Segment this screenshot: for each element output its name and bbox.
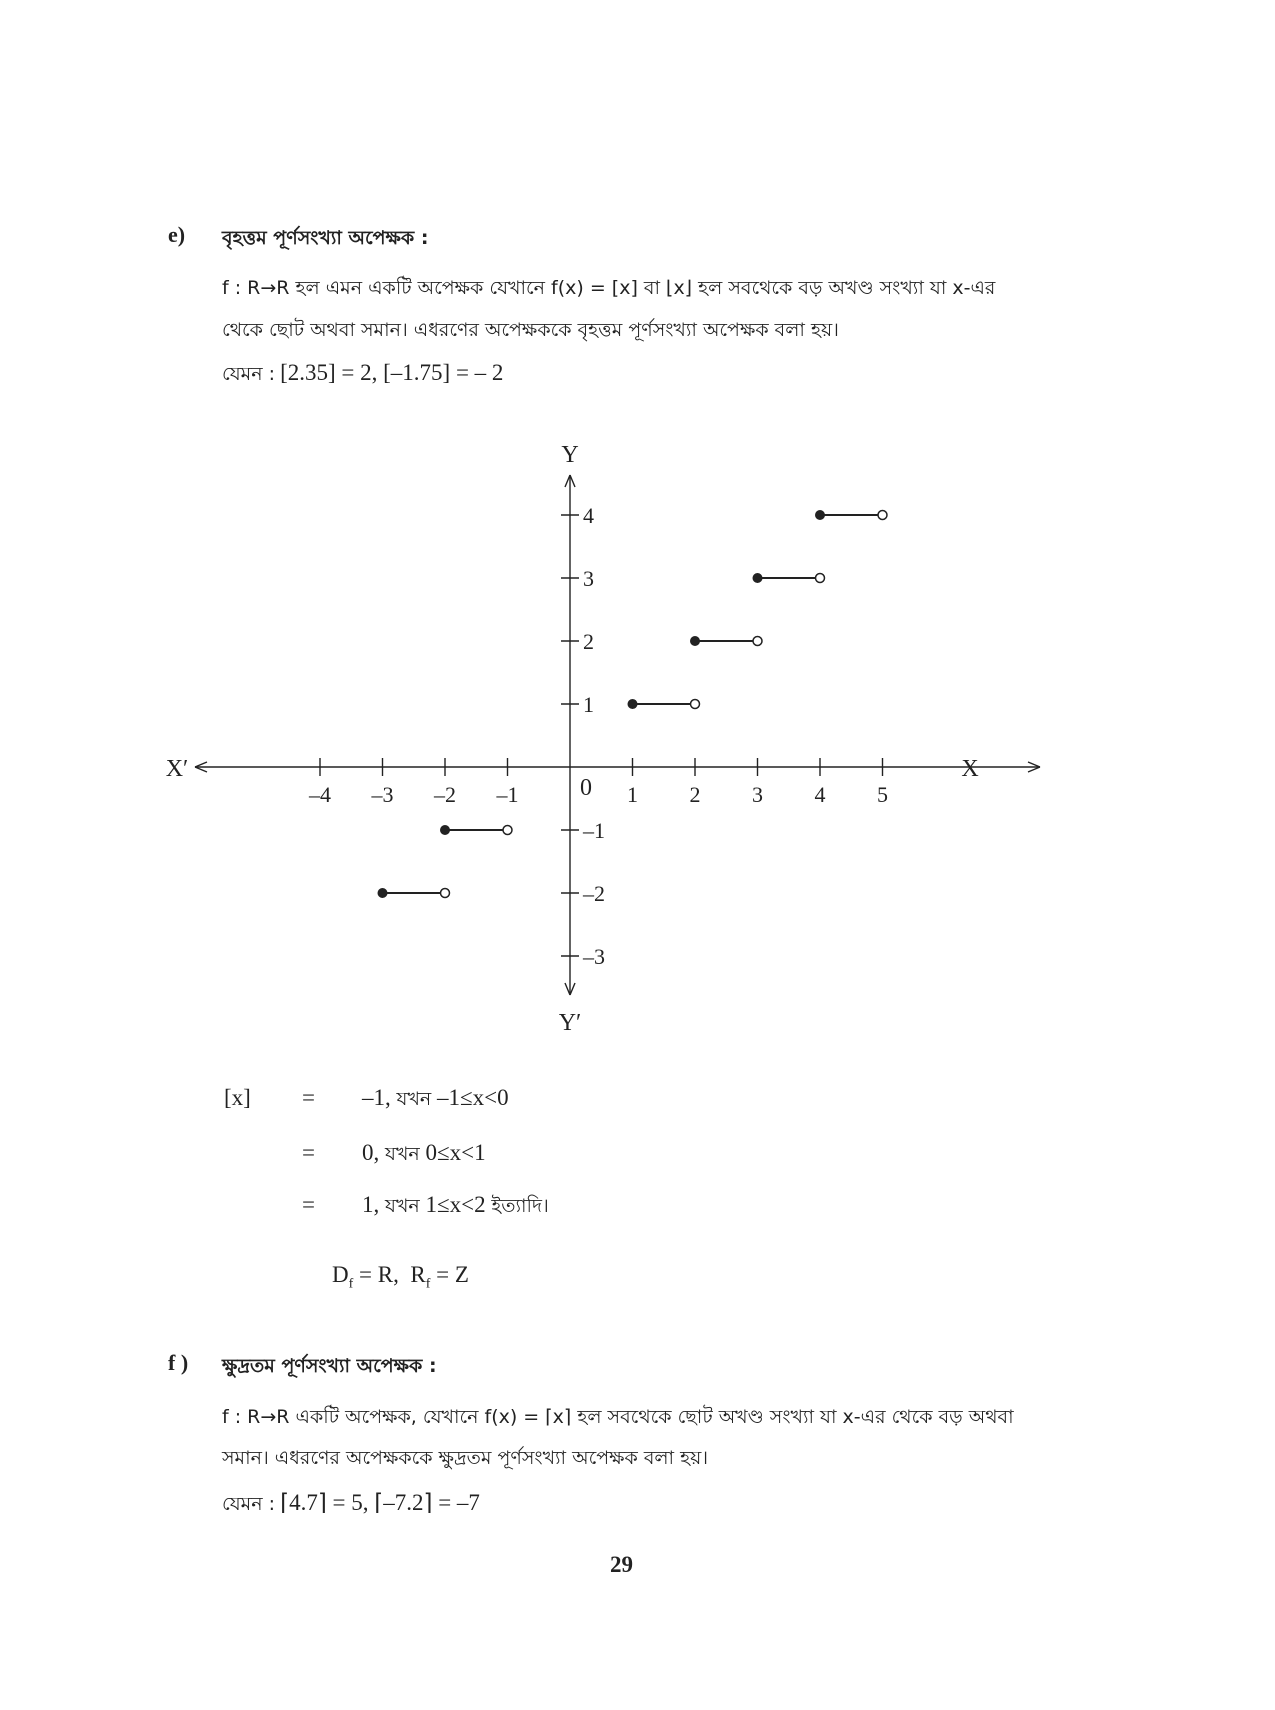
open-endpoint [503,826,512,835]
open-endpoint [816,574,825,583]
x-tick-label: 1 [627,782,638,807]
y-tick-label: 1 [583,692,594,717]
closed-endpoint [440,825,450,835]
domain-subscript: f [348,1276,354,1292]
range-value: = Z [436,1262,469,1287]
case-when: যখন [385,1195,420,1217]
range-symbol: R [410,1262,426,1287]
closed-endpoint [753,573,763,583]
y-tick-label: –1 [583,818,605,843]
case-equals: = [302,1140,315,1165]
example-label-f: যেমন : [222,1493,275,1515]
x-tick-label: –4 [309,782,331,807]
case-suffix: ইত্যাদি। [491,1195,549,1217]
closed-endpoint [690,636,700,646]
x-tick-label: 3 [752,782,763,807]
case-condition: –1≤x<0 [437,1085,509,1110]
case-row [362,1192,549,1224]
closed-endpoint [378,888,388,898]
axes [195,475,1040,995]
example-math-f: ⌈4.7⌉ = 5, ⌈–7.2⌉ = –7 [280,1490,480,1515]
case-row [362,1140,486,1172]
page-number: 29 [610,1552,633,1577]
floor-function-graph [160,430,1080,1040]
case-equals: = [302,1085,315,1110]
domain-value: = R, [359,1262,399,1287]
section-e-definition-line1: f : R→R হল এমন একটি অপেক্ষক যেখানে f(x) = [x] বা ⌊x⌋ হল সবথেকে বড় অখণ্ড সংখ্যা যা x-এর [222,277,996,299]
case-value: 0, [362,1140,380,1165]
section-f-definition-line2: সমান। এধরণের অপেক্ষককে ক্ষুদ্রতম পূর্ণসংখ্যা অপেক্ষক বলা হয়। [222,1447,709,1469]
y-tick-label: 2 [583,629,594,654]
section-e-marker: e) [168,222,186,247]
y-tick-label: –2 [583,881,605,906]
open-endpoint [691,700,700,709]
section-f-example [222,1490,480,1522]
case-equals: = [302,1192,315,1217]
x-axis-label: X [961,756,979,782]
case-value: 1, [362,1192,380,1217]
case-row [362,1085,509,1117]
x-tick-label: –3 [371,782,394,807]
y-axis-label: Y [561,442,579,468]
open-endpoint [753,637,762,646]
origin-label: 0 [580,775,592,801]
section-f-definition-line1: f : R→R একটি অপেক্ষক, যেখানে f(x) = ⌈x⌉ হল সবথেকে ছোট অখণ্ড সংখ্যা যা x-এর থেকে বড় অথবা [222,1406,1014,1428]
case-value: –1, [362,1085,391,1110]
case-condition: 0≤x<1 [425,1140,486,1165]
section-f-marker: f ) [168,1350,189,1375]
section-e-example [222,360,503,392]
open-endpoint [441,889,450,898]
axis-labels [166,442,979,1036]
x-tick-label: 2 [689,782,701,807]
cases-lhs: [x] [224,1085,251,1110]
example-label: যেমন : [222,363,275,385]
example-math: [2.35] = 2, [–1.75] = – 2 [280,360,504,385]
x-tick-label: 5 [877,782,888,807]
domain-symbol: D [332,1262,349,1287]
y-tick-label: 3 [583,566,594,591]
open-endpoint [878,511,887,520]
x-axis-neg-label: X′ [165,756,189,782]
closed-endpoint [628,699,638,709]
section-f-title: ক্ষুদ্রতম পূর্ণসংখ্যা অপেক্ষক : [222,1355,437,1377]
section-e-title: বৃহত্তম পূর্ণসংখ্যা অপেক্ষক : [222,227,429,249]
x-tick-label: 4 [814,782,826,807]
case-when: যখন [385,1143,420,1165]
case-when: যখন [396,1088,432,1110]
closed-endpoint [815,510,825,520]
section-e-definition-line2: থেকে ছোট অথবা সমান। এধরণের অপেক্ষককে বৃহত্তম পূর্ণসংখ্যা অপেক্ষক বলা হয়। [222,319,839,341]
x-tick-label: –1 [496,782,519,807]
step-segments [378,510,888,898]
y-tick-label: 4 [583,503,594,528]
x-tick-label: –2 [434,782,456,807]
domain-range [332,1262,469,1293]
y-tick-label: –3 [583,944,605,969]
range-subscript: f [425,1276,431,1292]
case-condition: 1≤x<2 [425,1192,486,1217]
y-axis-neg-label: Y′ [558,1010,582,1036]
